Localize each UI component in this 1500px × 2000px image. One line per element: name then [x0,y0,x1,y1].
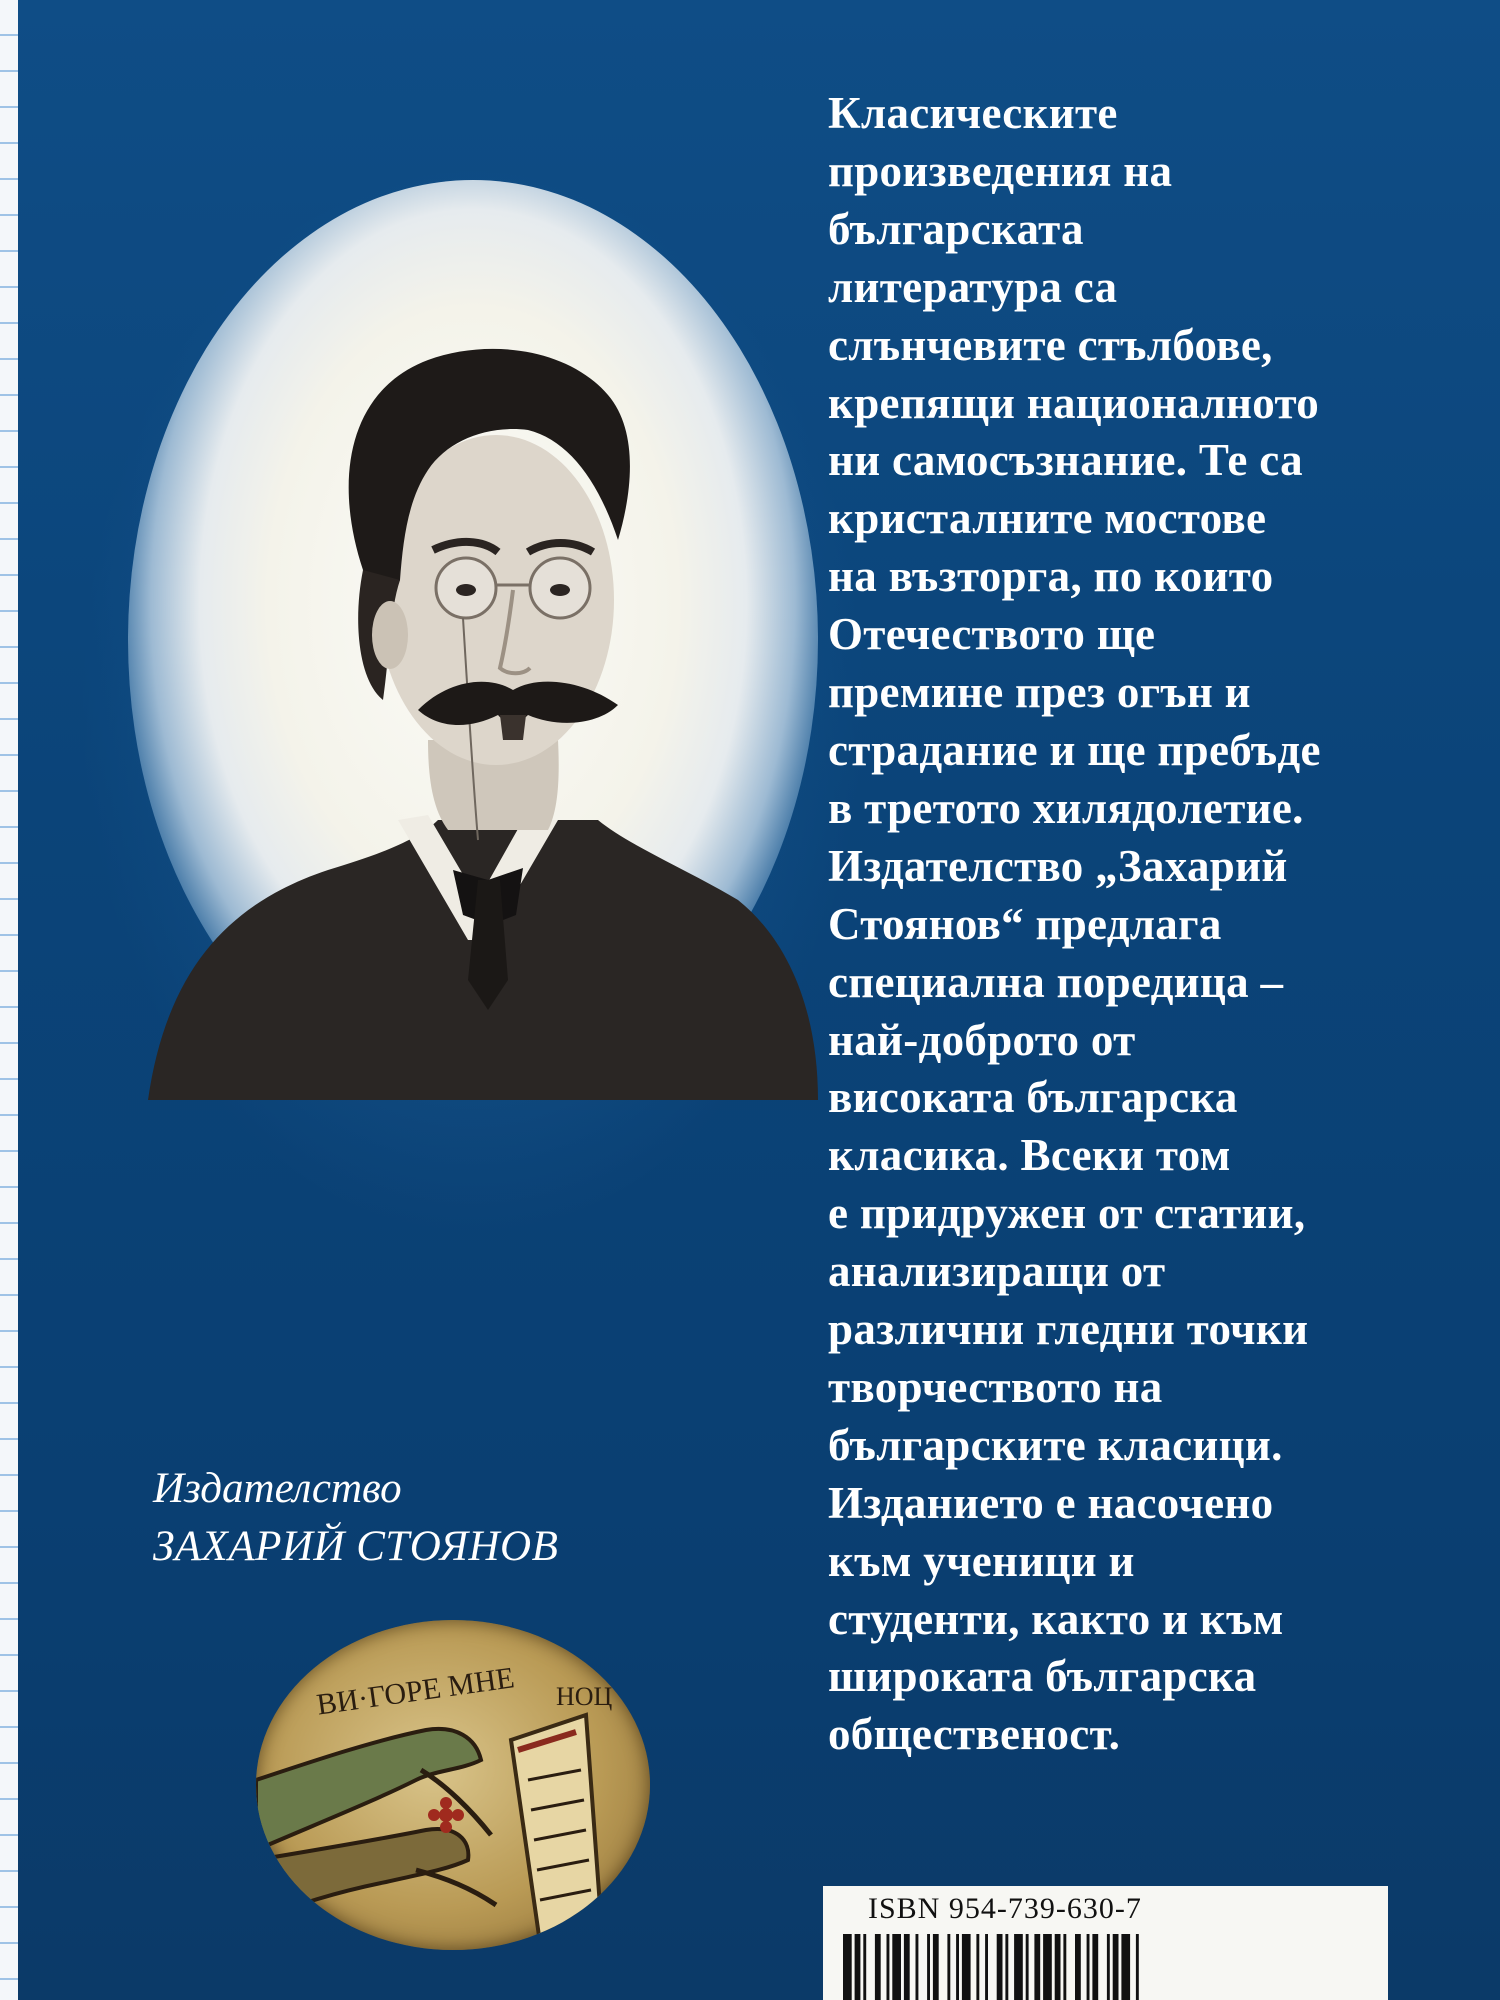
description-line: специална поредица – [828,956,1284,1007]
logo-inscription-top: ВИ·ГОРЕ МНЕ [314,1661,517,1722]
description-line: в третото хилядолетие. [828,782,1304,833]
description-line: крепящи националното [828,377,1320,428]
description-line: Отечеството ще [828,609,1156,660]
barcode-icon [843,1934,1363,2000]
description-line: широката българска [828,1651,1257,1702]
description-line: творчеството на [828,1361,1163,1412]
description-line: на възторга, по които [828,551,1274,602]
book-back-cover [18,0,1500,2000]
publisher-block [153,1460,558,1576]
description-line: Издателство „Захарий [828,840,1288,891]
description-line: е придружен от статии, [828,1188,1306,1239]
notebook-paper-edge [0,0,18,2000]
description-text [828,85,1468,1764]
description-line: анализиращи от [828,1246,1166,1297]
description-line: премине през огън и [828,667,1251,718]
description-line: различни гледни точки [828,1304,1309,1355]
description-line: кристалните мостове [828,493,1267,544]
description-line: българските класици. [828,1419,1283,1470]
description-line: страдание и ще пребъде [828,724,1321,775]
description-line: българската [828,203,1084,254]
description-line: слънчевите стълбове, [828,319,1273,370]
description-line: произведения на [828,145,1173,196]
description-line: литература са [828,261,1118,312]
description-line: студенти, както и към [828,1593,1284,1644]
description-line: към ученици и [828,1535,1135,1586]
isbn-number: ISBN 954-739-630-7 [868,1892,1142,1925]
isbn-barcode-label [823,1886,1388,2000]
manuscript-miniature-icon [256,1620,650,1950]
description-line: ни самосъзнание. Те са [828,435,1303,486]
description-line: общественост. [828,1709,1121,1760]
author-portrait-image [128,180,818,1100]
publisher-label: Издателство [153,1465,402,1512]
logo-inscription-right: НОЦ [556,1682,613,1711]
description-line: високата българска [828,1072,1238,1123]
description-line: класика. Всеки том [828,1130,1231,1181]
description-line: Класическите [828,88,1118,138]
description-line: Стоянов“ предлага [828,898,1222,949]
publisher-name: ЗАХАРИЙ СТОЯНОВ [153,1523,559,1570]
description-line: най-доброто от [828,1014,1136,1065]
description-line: Изданието е насочено [828,1477,1274,1528]
